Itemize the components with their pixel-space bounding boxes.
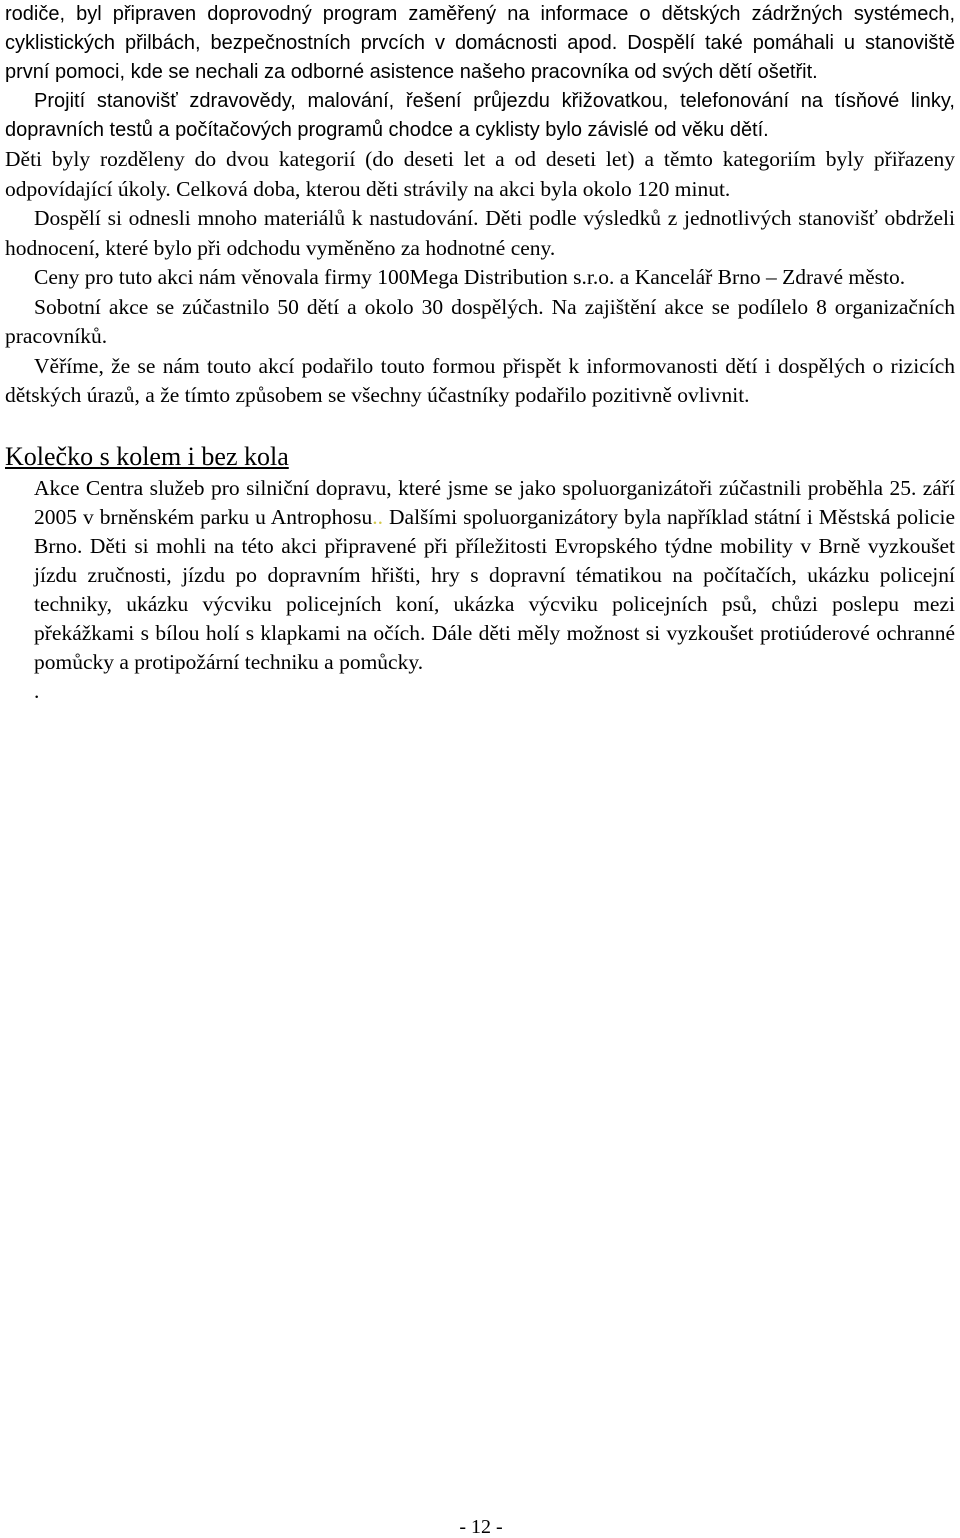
trailing-period: . [34,678,40,703]
attendance-paragraph: Sobotní akce se zúčastnilo 50 dětí a okolo 30 dospělých. Na zajištění akce se podílelo 8 organizačních pracovníků. [5,294,955,348]
categories-paragraph: Děti byly rozděleny do dvou kategorií (do deseti let a od deseti let) a těmto kategoriím byly přiřazeny odpovídající úkoly. Celková doba, kterou děti strávily na akci byla okolo 120 minut. [5,147,955,201]
section-body [5,474,955,677]
stations-paragraph: Projití stanovišť zdravovědy, malování, řešení průjezdu křižovatkou, telefonování na tísňové linky, dopravních testů a počítačových programů chodce a cyklisty bylo závislé od věku dětí. [5,90,955,141]
page-number: - 12 - [459,1516,503,1538]
conclusion-paragraph: Věříme, že se nám touto akcí podařilo touto formou přispět k informovanosti dětí i dospělých o rizicích dětských úrazů, a že tímto způsobem se všechny účastníky podařilo pozitivně ovlivnit. [5,353,955,407]
highlight-dots: .. [372,504,383,529]
document-page [5,0,955,706]
section-heading: Kolečko s kolem i bez kola [5,441,289,471]
section-text-before: Akce Centra služeb pro silniční dopravu, které jsme se jako spoluorganizátoři zúčastnili proběhla 25. září 2005 v brněnském parku u Antrophosu [34,475,955,529]
prizes-paragraph: Ceny pro tuto akci nám věnovala firmy 100Mega Distribution s.r.o. a Kancelář Brno – Zdravé město. [34,265,906,289]
materials-paragraph: Dospělí si odnesli mnoho materiálů k nastudování. Děti podle výsledků z jednotlivých stanovišť obdrželi hodnocení, které bylo při odchodu vyměněno za hodnotné ceny. [5,206,955,260]
section-paragraph [34,474,955,677]
intro-paragraph: rodiče, byl připraven doprovodný program zaměřený na informace o dětských zádržných systémech, cyklistických přilbách, bezpečnostních prvcích v domácnosti apod. Dospělí také pomáhali u stanoviště první pomoci, kde se nechali za odborné asistence našeho pracovníka od svých dětí ošetřit. [5,3,955,83]
section-text-after: Dalšími spoluorganizátory byla například státní i Městská policie Brno. Děti si mohli na této akci připravené při příležitosti Evropského týdne mobility v Brně vyzkoušet jízdu zručnosti, jízdu po dopravním hřišti, hry s dopravní tématikou na počítačích, ukázku policejní techniky, ukázku výcviku policejních koní, ukázka výcviku policejních psů, chůzi poslepu mezi překážkami s bílou holí s klapkami na očích. Dále děti měly možnost si vyzkoušet protiúderové ochranné pomůcky a protipožární techniku a pomůcky. [34,504,955,674]
